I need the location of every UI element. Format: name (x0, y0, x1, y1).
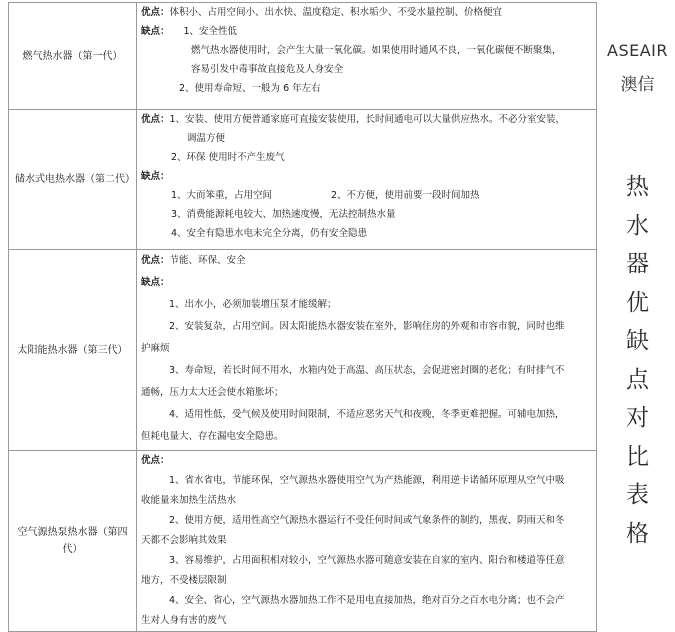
text-line: 地方，不受楼层限制 (141, 575, 227, 586)
text-line: 4、适用性低，受气候及使用时间限制，不适应恶劣天气和夜晚，冬季更难把握。可辅电加热， (169, 409, 565, 420)
title-char: 表 (626, 482, 649, 508)
heater-name: 储水式电热水器（第二代） (9, 110, 137, 250)
title-char: 缺 (626, 328, 649, 354)
brand-name: ASEAIR (607, 41, 668, 60)
text-line: 3、寿命短，若长时间不用水，水箱内处于高温、高压状态，会促进密封圈的老化；有时排气不 (169, 365, 565, 376)
pros-line: 优点：节能、环保、安全 (141, 255, 246, 266)
cons-label: 缺点： (141, 171, 170, 182)
table-row (9, 110, 597, 250)
text-line: 调温方便 (187, 133, 226, 144)
cons-label: 缺点： (141, 277, 170, 288)
text-line: 4、安全、省心，空气源热水器加热工作不是用电直接加热，绝对百分之百水电分离；也不会产 (169, 595, 565, 606)
title-char: 点 (626, 366, 649, 393)
title-char: 水 (626, 212, 649, 239)
title-char: 热 (626, 174, 649, 200)
title-char: 对 (626, 405, 649, 431)
text-line: 1、省水省电，节能环保，空气源热水器使用空气为产热能源，利用逆卡诺循环原理从空气中吸 (169, 475, 565, 486)
text-line: 1、大而笨重，占用空间 2、不方便，使用前要一段时间加热 (171, 190, 480, 201)
text-line: 通畅，压力太大还会使水箱胀坏； (141, 387, 284, 398)
title-char: 器 (626, 251, 649, 277)
pros-label: 优点： (141, 455, 170, 466)
text-line: 2、安装复杂，占用空间。因太阳能热水器安装在室外，影响住房的外观和市容市貌，同时也维 (169, 321, 565, 332)
text-line: 燃气热水器使用时，会产生大量一氧化碳。如果使用时通风不良，一氧化碳便不断聚集， (191, 45, 562, 56)
heater-name: 燃气热水器（第一代） (9, 3, 137, 110)
text-line: 2、使用方便，适用性高空气源热水器运行不受任何时间或气象条件的制约，黑夜、阴雨天和冬 (169, 515, 565, 526)
comparison-table (8, 2, 597, 632)
title-char: 优 (626, 289, 649, 316)
brand-name-cn: 澳信 (620, 75, 655, 95)
text-line: 2、使用寿命短、一般为 6 年左右 (179, 83, 321, 94)
text-line: 护麻烦 (141, 343, 170, 354)
vertical-title (600, 168, 675, 553)
text-line: 容易引发中毒事故直接危及人身安全 (191, 64, 344, 75)
pros-line: 优点：体积小、占用空间小、出水快、温度稳定、积水垢少、不受水量控制、价格便宜 (141, 7, 503, 18)
text-line: 天都不会影响其效果 (141, 535, 227, 546)
text-line: 3、容易维护，占用面积相对较小，空气源热水器可随意安装在自家的室内、阳台和楼道等任意 (169, 555, 565, 566)
text-line: 生对人身有害的废气 (141, 615, 227, 626)
text-line: 但耗电量大、存在漏电安全隐患。 (141, 431, 284, 442)
text-line: 4、安全有隐患水电未完全分离，仍有安全隐患 (171, 228, 368, 239)
heater-name: 太阳能热水器（第三代） (9, 250, 137, 451)
text-line: 收能量来加热生活热水 (141, 495, 237, 506)
description-cell (137, 110, 597, 250)
text-line: 1、出水小，必须加装增压泵才能缓解； (169, 299, 337, 310)
table-row (9, 250, 597, 451)
table-row (9, 451, 597, 632)
pros-line: 优点：1、安装、使用方便普通家庭可直接安装使用，长时间通电可以大量供应热水。不必分室安装， (141, 114, 566, 125)
text-line: 3、消费能源耗电较大、加热速度慢，无法控制热水量 (171, 209, 396, 220)
title-char: 比 (626, 443, 649, 470)
table-row (9, 3, 597, 110)
text-line: 2、环保 使用时不产生废气 (171, 152, 285, 163)
title-char: 格 (626, 520, 649, 547)
heater-name: 空气源热泵热水器（第四代） (9, 451, 137, 632)
description-cell (137, 451, 597, 632)
description-cell (137, 250, 597, 451)
cons-line: 缺点： 1、安全性低 (141, 26, 238, 37)
description-cell (137, 3, 597, 110)
